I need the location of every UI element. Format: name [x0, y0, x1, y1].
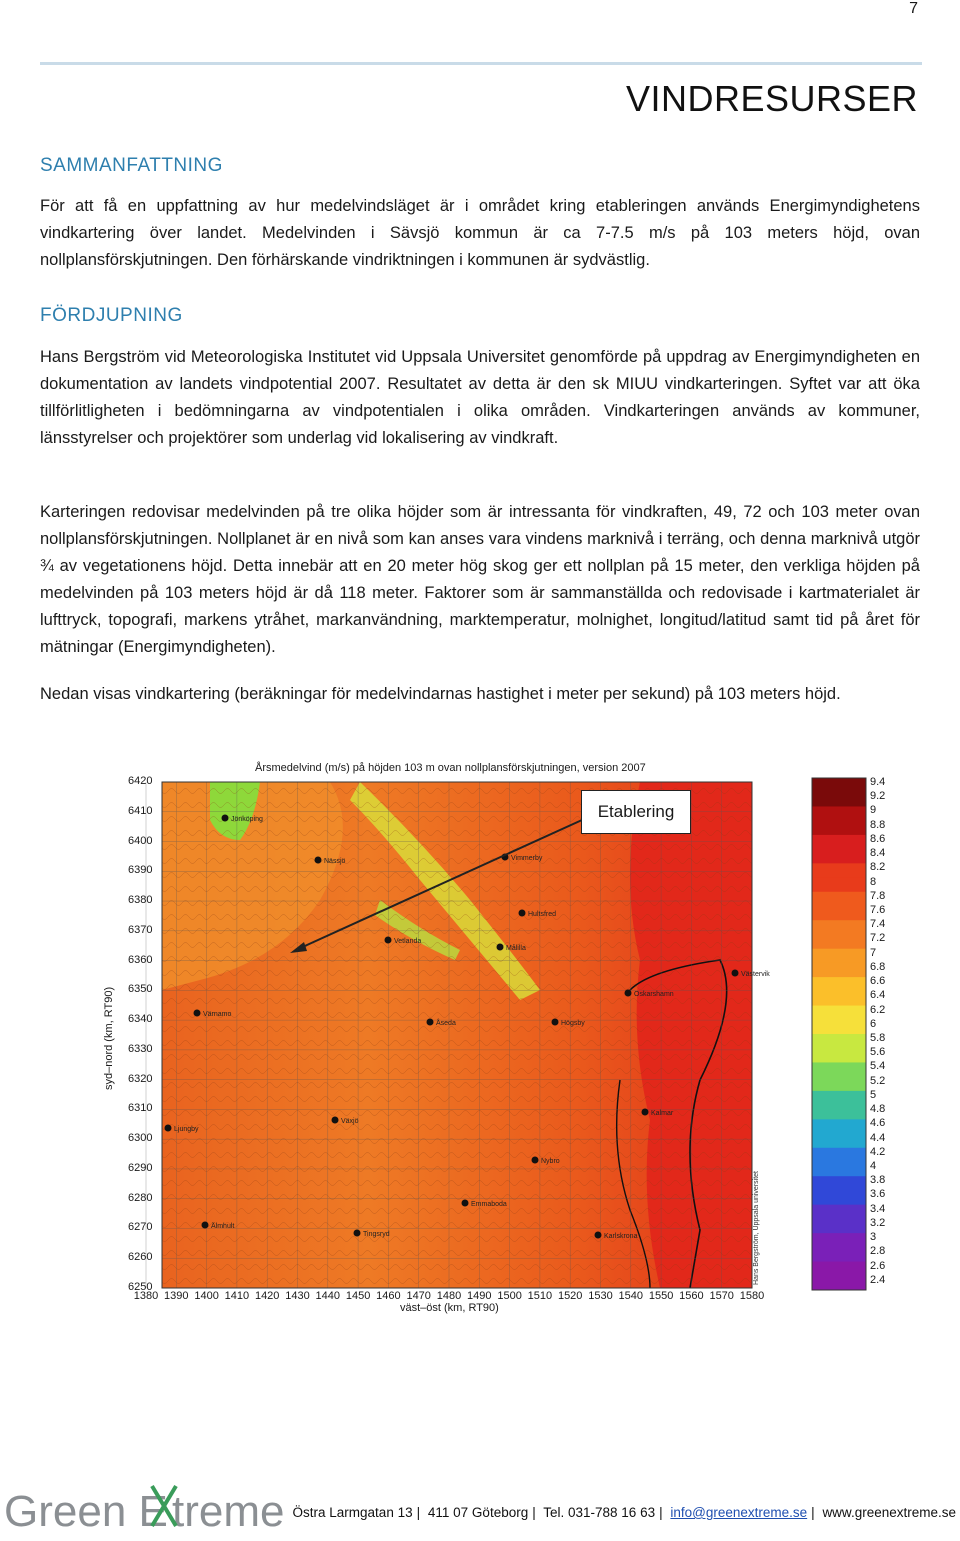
town-label: Nässjö — [324, 858, 346, 865]
colorbar-label: 4.8 — [870, 1103, 886, 1116]
etablering-callout: Etablering — [581, 790, 691, 834]
map-x-tick: 1500 — [497, 1290, 522, 1302]
town-marker — [332, 1117, 339, 1124]
colorbar-cell — [812, 963, 866, 978]
colorbar-label: 3 — [870, 1231, 877, 1244]
colorbar-cell — [812, 1233, 866, 1248]
colorbar-label: 8 — [870, 875, 877, 888]
map-y-tick: 6260 — [128, 1251, 153, 1264]
town-label: Åseda — [436, 1020, 456, 1027]
map-x-tick: 1520 — [557, 1290, 583, 1302]
map-x-tick: 1540 — [618, 1290, 644, 1302]
map-x-tick: 1490 — [467, 1290, 492, 1302]
colorbar-cell — [812, 835, 866, 850]
map-x-tick: 1470 — [406, 1290, 431, 1302]
footer-address: Östra Larmgatan 13 — [292, 1505, 413, 1520]
colorbar-label: 7.8 — [870, 889, 886, 902]
colorbar-label: 8.8 — [870, 818, 886, 831]
colorbar-label: 7.6 — [870, 904, 886, 916]
page-title: VINDRESURSER — [625, 78, 918, 119]
deepdive-paragraph-3: Nedan visas vindkartering (beräkningar för medelvindarnas hastighet i meter per sekund) på 103 meters höjd. — [40, 685, 841, 703]
footer-phone: Tel. 031-788 16 63 — [543, 1505, 656, 1520]
colorbar-cell — [812, 991, 866, 1006]
town-marker — [642, 1109, 649, 1116]
colorbar-label: 7.4 — [870, 918, 886, 931]
map-x-tick: 1410 — [224, 1290, 250, 1302]
map-x-tick: 1460 — [376, 1290, 401, 1302]
map-x-tick: 1440 — [315, 1290, 341, 1302]
page-number: 7 — [909, 0, 918, 17]
map-x-tick: 1420 — [254, 1290, 280, 1302]
summary-paragraph: För att få en uppfattning av hur medelvindsläget är i området kring etableringen används Energimyndighetens vindkartering över landet. Medelvinden i Sävsjö kommun är ca 7-7.5 m/s på 103 meters höjd, ovan nollplansförskjutningen. Den förhärskande vindriktningen i kommunen är sydvästlig. — [40, 197, 920, 269]
colorbar-label: 4.4 — [870, 1131, 886, 1144]
town-marker — [552, 1019, 559, 1026]
map-y-tick: 6390 — [128, 864, 153, 877]
colorbar-cell — [812, 1062, 866, 1077]
company-logo — [0, 1468, 285, 1538]
town-marker — [202, 1222, 209, 1229]
colorbar-label: 4 — [870, 1160, 877, 1172]
map-x-tick: 1550 — [648, 1290, 674, 1302]
footer-contact: Östra Larmgatan 13 | 411 07 Göteborg | Tel. 031-788 16 63 | info@greenextreme.se | www.greenextreme.se — [292, 1505, 956, 1520]
colorbar-cell — [812, 892, 866, 907]
map-x-tick: 1400 — [194, 1290, 219, 1302]
colorbar-label: 8.4 — [870, 847, 886, 860]
map-x-axis-label: väst–öst (km, RT90) — [400, 1302, 499, 1314]
map-y-tick: 6280 — [128, 1191, 153, 1204]
colorbar-label: 3.8 — [870, 1174, 886, 1187]
colorbar-cell — [812, 1119, 866, 1134]
section-heading-summary: SAMMANFATTNING — [40, 155, 223, 176]
colorbar-cell — [812, 1219, 866, 1234]
footer-web-link[interactable]: www.greenextreme.se — [822, 1505, 956, 1520]
colorbar-cell — [812, 1190, 866, 1205]
town-label: Värnamo — [203, 1011, 232, 1018]
map-x-tick: 1380 — [133, 1290, 159, 1302]
colorbar-label: 5.2 — [870, 1074, 886, 1087]
map-y-tick: 6370 — [128, 923, 153, 936]
town-marker — [427, 1019, 434, 1026]
map-x-tick: 1510 — [527, 1290, 553, 1302]
map-y-tick: 6360 — [128, 953, 153, 966]
colorbar-label: 3.6 — [870, 1188, 886, 1201]
town-marker — [165, 1125, 172, 1132]
colorbar-cell — [812, 778, 866, 793]
map-credit: Hans Bergström, Uppsala universitet — [753, 1171, 760, 1285]
svg-text:Green E: Green E — [4, 1487, 168, 1536]
colorbar-label: 5.8 — [870, 1032, 886, 1044]
colorbar-cell — [812, 949, 866, 964]
colorbar-cell — [812, 1276, 866, 1291]
town-marker — [625, 990, 632, 997]
map-x-tick: 1580 — [739, 1290, 765, 1302]
colorbar-label: 6 — [870, 1017, 877, 1030]
colorbar-cell — [812, 1262, 866, 1277]
map-x-tick: 1570 — [709, 1290, 734, 1302]
svg-text:treme: treme — [172, 1487, 285, 1536]
map-y-tick: 6410 — [128, 804, 153, 817]
town-marker — [519, 910, 526, 917]
town-label: Kalmar — [651, 1110, 674, 1117]
colorbar-label: 4.2 — [870, 1145, 886, 1158]
map-y-tick: 6420 — [128, 775, 153, 787]
colorbar-cell — [812, 1105, 866, 1120]
section-heading-deepdive: FÖRDJUPNING — [40, 305, 183, 326]
town-marker — [732, 970, 739, 977]
town-label: Jönköping — [231, 816, 263, 823]
town-label: Vimmerby — [511, 855, 543, 862]
town-label: Karlskrona — [604, 1233, 638, 1240]
colorbar-cell — [812, 934, 866, 949]
colorbar-label: 9.2 — [870, 790, 886, 803]
colorbar-label: 2.4 — [870, 1273, 886, 1286]
colorbar-cell — [812, 1134, 866, 1149]
town-label: Högsby — [561, 1020, 585, 1027]
colorbar-cell — [812, 821, 866, 836]
town-marker — [315, 857, 322, 864]
map-y-tick: 6330 — [128, 1042, 153, 1055]
town-label: Västervik — [741, 971, 770, 978]
footer-email-link[interactable]: info@greenextreme.se — [670, 1505, 808, 1520]
colorbar-cell — [812, 1077, 866, 1092]
town-marker — [532, 1157, 539, 1164]
colorbar-cell — [812, 1176, 866, 1191]
town-label: Nybro — [541, 1158, 560, 1165]
colorbar-cell — [812, 920, 866, 935]
colorbar-label: 3.2 — [870, 1216, 886, 1229]
colorbar-cell — [812, 878, 866, 893]
town-marker — [194, 1010, 201, 1017]
town-marker — [222, 815, 229, 822]
town-label: Målilla — [506, 945, 526, 952]
map-y-tick: 6250 — [128, 1281, 153, 1293]
colorbar-cell — [812, 1205, 866, 1220]
map-y-axis-label: syd–nord (km, RT90) — [103, 986, 115, 1090]
colorbar-cell — [812, 1148, 866, 1163]
colorbar-cell — [812, 1006, 866, 1021]
town-label: Älmhult — [211, 1223, 235, 1230]
footer-postal: 411 07 Göteborg — [427, 1505, 529, 1520]
town-label: Emmaboda — [471, 1201, 507, 1208]
colorbar-cell — [812, 1020, 866, 1035]
map-y-tick: 6270 — [128, 1221, 153, 1234]
deepdive-paragraph-2: Karteringen redovisar medelvinden på tre olika höjder som är intressanta för vindkraften, 49, 72 och 103 meter ovan nollplansförskjutningen. Nollplanet är en nivå som kan anses vara vindens marknivå i terräng, och denna marknivå utgör ¾ av vegetationens höjd. Detta innebär att en 20 meter hög skog ger ett nollplan på 15 meter, den verkliga höjden på medelvinden på 103 meters höjd är då 118 meter. Faktorer som är sammanställda och redovisade i kartmaterialet är lufttryck, topografi, markens ytråhet, markanvändning, marktemperatur, molnighet, longitud/latitud samt tid på året för mätningar (Energimyndigheten). — [40, 503, 920, 656]
colorbar-label: 7 — [870, 946, 877, 959]
colorbar-label: 5.6 — [870, 1046, 886, 1059]
colorbar-label: 2.6 — [870, 1259, 886, 1272]
colorbar-label: 9 — [870, 804, 877, 817]
colorbar-cell — [812, 849, 866, 864]
colorbar-label: 6.6 — [870, 975, 886, 988]
colorbar-cell — [812, 863, 866, 878]
map-x-tick: 1560 — [679, 1290, 704, 1302]
town-label: Hultsfred — [528, 911, 557, 918]
map-y-tick: 6300 — [128, 1132, 153, 1145]
colorbar-cell — [812, 806, 866, 821]
colorbar-label: 5.4 — [870, 1060, 886, 1073]
town-marker — [497, 944, 504, 951]
map-title: Årsmedelvind (m/s) på höjden 103 m ovan nollplansförskjutningen, version 2007 — [255, 762, 646, 774]
colorbar-label: 7.2 — [870, 932, 886, 945]
map-grid — [146, 782, 752, 1288]
map-y-tick: 6310 — [128, 1102, 153, 1115]
map-x-tick: 1430 — [285, 1290, 310, 1302]
town-marker — [354, 1230, 361, 1237]
map-x-tick: 1530 — [588, 1290, 613, 1302]
map-y-tick: 6340 — [128, 1013, 153, 1026]
colorbar-label: 8.2 — [870, 861, 886, 874]
colorbar-cell — [812, 1162, 866, 1177]
map-y-tick: 6350 — [128, 983, 153, 996]
colorbar-label: 5 — [870, 1088, 877, 1101]
town-label: Oskarshamn — [634, 991, 674, 998]
town-marker — [595, 1232, 602, 1239]
town-marker — [462, 1200, 469, 1207]
town-label: Vetlanda — [394, 938, 422, 945]
colorbar-cell — [812, 1247, 866, 1262]
colorbar-cell — [812, 1034, 866, 1049]
town-label: Ljungby — [174, 1126, 199, 1133]
colorbar-label: 6.8 — [870, 960, 886, 973]
colorbar-label: 4.6 — [870, 1117, 886, 1130]
deepdive-paragraph-1: Hans Bergström vid Meteorologiska Institutet vid Uppsala Universitet genomförde på uppdrag av Energimyndigheten en dokumentation av landets vindpotential 2007. Resultatet av detta är den sk MIUU vindkarteringen. Syftet var att öka tillförlitligheten i bedömningarna av vindpotentialen i olika områden. Vindkarteringen används av kommuner, länsstyrelser och projektörer som underlag vid lokalisering av vindkraft. — [40, 348, 920, 447]
map-x-tick: 1480 — [436, 1290, 462, 1302]
town-label: Tingsryd — [363, 1231, 390, 1238]
colorbar-label: 6.2 — [870, 1003, 886, 1016]
town-label: Växjö — [341, 1118, 359, 1125]
map-y-tick: 6290 — [128, 1161, 153, 1174]
colorbar-label: 3.4 — [870, 1202, 886, 1215]
map-y-tick: 6400 — [128, 834, 153, 847]
colorbar — [812, 778, 866, 1291]
colorbar-label: 6.4 — [870, 989, 886, 1002]
town-marker — [385, 937, 392, 944]
map-x-tick: 1390 — [164, 1290, 189, 1302]
colorbar-label: 9.4 — [870, 776, 886, 788]
colorbar-cell — [812, 977, 866, 992]
colorbar-cell — [812, 1048, 866, 1063]
map-y-tick: 6380 — [128, 894, 153, 907]
colorbar-cell — [812, 792, 866, 807]
colorbar-cell — [812, 1091, 866, 1106]
map-x-tick: 1450 — [345, 1290, 371, 1302]
map-y-tick: 6320 — [128, 1072, 153, 1085]
colorbar-cell — [812, 906, 866, 921]
colorbar-label: 8.6 — [870, 832, 886, 845]
colorbar-label: 2.8 — [870, 1245, 886, 1258]
